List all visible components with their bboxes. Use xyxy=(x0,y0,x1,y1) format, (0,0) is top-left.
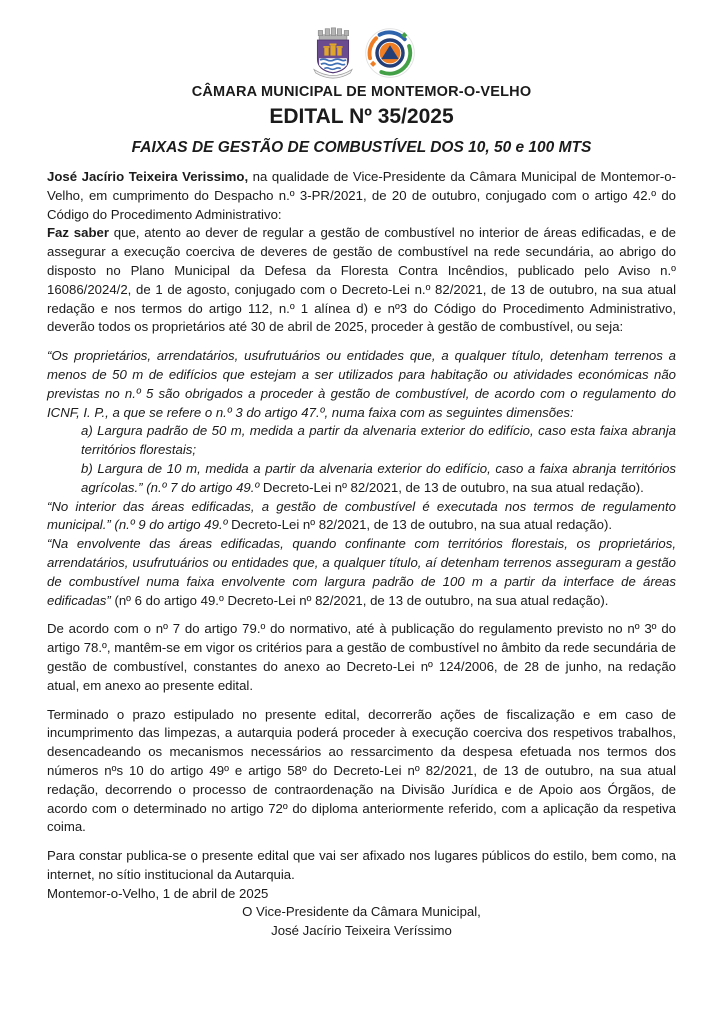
signature-title-line: O Vice-Presidente da Câmara Municipal, xyxy=(242,904,481,920)
list-item-b: b) Largura de 10 m, medida a partir da alvenaria exterior do edifício, caso a faixa abranja territórios agrícolas.” (n.º 7 do artigo 49.º Decreto-Lei nº 82/2021, de 13 de outubro, na sua atual redação). xyxy=(81,460,676,495)
municipal-crest-icon xyxy=(307,26,359,80)
organization-name: CÂMARA MUNICIPAL DE MONTEMOR-O-VELHO xyxy=(191,84,532,100)
quote-interior-paragraph: “No interior das áreas edificadas, a gestão de combustível é executada nos termos de regulamento municipal.” (n.º 9 do artigo 49.º Decreto-Lei nº 82/2021, de 13 de outubro, na sua atual redação). xyxy=(47,498,676,533)
list-item-a: a) Largura padrão de 50 m, medida a partir da alvenaria exterior do edifício, caso esta faixa abranja territórios florestais; xyxy=(81,423,676,458)
edital-number-title: EDITAL Nº 35/2025 xyxy=(269,105,454,128)
opening-paragraph: José Jacírio Teixeira Verissimo, na qualidade de Vice-Presidente da Câmara Municipal de Montemor-o-Velho, em cumprimento do Despacho n.º 3-PR/2021, de 20 de outubro, conjugado com o artigo 42.º do Código do Procedimento Administrativo: xyxy=(47,169,677,222)
faz-saber-paragraph: Faz saber que, atento ao dever de regular a gestão de combustível no interior de áreas edificadas, e de assegurar a execução coerciva de deveres de gestão de combustível na rede secundária, ao abrigo do disposto no Plano Municipal da Defesa da Floresta Contra Incêndios, publicado pelo Aviso n.º 16086/2024/2, de 1 de agosto, conjugado com o Decreto-Lei n.º 82/2021, de 13 de outubro, na sua atual redação e nos termos do artigo 112, n.º 1 alínea d) e nº3 do Código do Procedimento Administrativo, deverão todos os proprietários até 30 de abril de 2025, proceder à gestão de combustível, ou seja: xyxy=(47,225,676,335)
para-constar-paragraph: Para constar publica-se o presente edital que vai ser afixado nos lugares públicos do estilo, bem como, na internet, no sítio institucional da Autarquia. xyxy=(47,848,676,882)
quote-envolvente-paragraph: “Na envolvente das áreas edificadas, quando confinante com territórios florestais, os proprietários, arrendatários, usufrutuários ou entidades que, a qualquer título, aí detenham terrenos asseguram a gestão de combustível numa faixa envolvente com largura padrão de 100 m a partir da interface de áreas edificadas” (nº 6 do artigo 49.º Decreto-Lei nº 82/2021, de 13 de outubro, na sua atual redação). xyxy=(47,536,676,608)
header-logos xyxy=(47,26,676,80)
quote-owners-paragraph: “Os proprietários, arrendatários, usufrutuários ou entidades que, a qualquer título, detenham terrenos a menos de 50 m de edifícios que estejam a ser utilizados para habitação ou atividades económicas não previstas no n.º 5 são obrigados a proceder à gestão de combustível, de acordo com o regulamento do ICNF, I. P., a que se refere o n.º 3 do artigo 47.º, numa faixa com as seguintes dimensões: xyxy=(47,348,676,420)
document-header xyxy=(47,26,676,157)
document-body xyxy=(47,168,676,885)
terminado-prazo-paragraph: Terminado o prazo estipulado no presente edital, decorrerão ações de fiscalização e em caso de incumprimento das limpezas, a autarquia poderá proceder à execução coerciva dos respetivos trabalhos, desencadeando os mecanismos necessários ao ressarcimento da despesa efetuada nos termos dos números nºs 10 do artigo 49º e artigo 58º do Decreto-Lei nº 82/2021, de 13 de outubro, na sua atual redação, decorrendo o processo de contraordenação na Divisão Jurídica e de Apoio aos Órgãos, de acordo com o determinado no artigo 72º do diploma anteriormente referido, com a aplicação da respetiva coima. xyxy=(47,706,676,835)
document-footer xyxy=(47,885,676,941)
de-acordo-paragraph: De acordo com o nº 7 do artigo 79.º do normativo, até à publicação do regulamento previsto no nº 3º do artigo 78.º, mantêm-se em vigor os critérios para a gestão de combustível no âmbito da rede secundária de gestão de combustível, constantes do anexo ao Decreto-Lei nº 124/2006, de 28 de junho, na redação atual, em anexo ao presente edital. xyxy=(47,621,676,693)
edital-subject-title: FAIXAS DE GESTÃO DE COMBUSTÍVEL DOS 10, 50 e 100 MTS xyxy=(131,139,592,156)
signature-name-line: José Jacírio Teixeira Veríssimo xyxy=(271,923,452,939)
civil-protection-icon xyxy=(364,27,416,79)
place-date-line: Montemor-o-Velho, 1 de abril de 2025 xyxy=(47,885,269,901)
